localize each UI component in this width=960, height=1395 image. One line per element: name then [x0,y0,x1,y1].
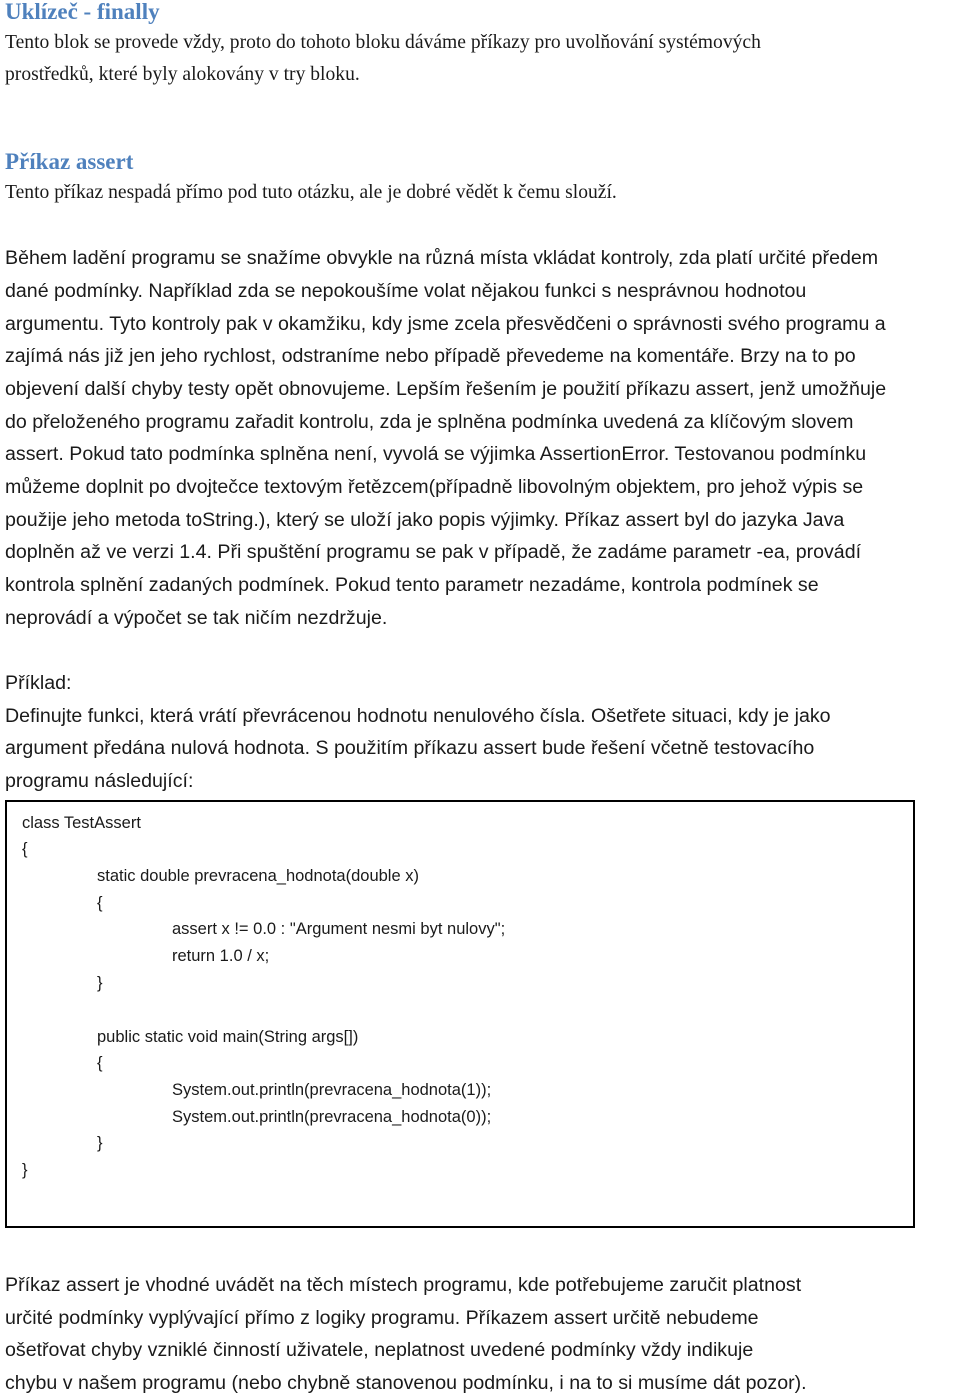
paragraph-line: argument předána nulová hodnota. S použitím příkazu assert bude řešení včetně testovacího [5,737,815,759]
section-heading-finally: Uklízeč - finally [5,0,160,24]
paragraph-line: argumentu. Tyto kontroly pak v okamžiku, kdy jsme zcela přesvědčeni o správnosti svého programu a [5,313,886,335]
paragraph-line: neprovádí a výpočet se tak ničím nezdržuje. [5,607,388,629]
code-line: public static void main(String args[]) [97,1028,359,1046]
paragraph-line: určité podmínky vyplývající přímo z logiky programu. Příkazem assert určitě nebudeme [5,1307,759,1329]
code-line: } [97,974,103,992]
code-line: static double prevracena_hodnota(double x) [97,867,419,885]
code-line: return 1.0 / x; [172,947,270,965]
example-label: Příklad: [5,672,72,694]
code-line: } [97,1134,103,1152]
paragraph-line: použije jeho metoda toString.), který se uloží jako popis výjimky. Příkaz assert byl do jazyka Java [5,509,845,531]
code-line: class TestAssert [22,814,141,832]
paragraph-line: programu následující: [5,770,194,792]
code-line: { [97,1054,103,1072]
paragraph-line: Příkaz assert je vhodné uvádět na těch místech programu, kde potřebujeme zaručit platnost [5,1274,802,1296]
intro-line: Tento příkaz nespadá přímo pod tuto otázku, ale je dobré vědět k čemu slouží. [5,182,617,203]
paragraph-line: kontrola splnění zadaných podmínek. Pokud tento parametr nezadáme, kontrola podmínek se [5,574,819,596]
paragraph-line: Tento blok se provede vždy, proto do tohoto bloku dáváme příkazy pro uvolňování systémových [5,32,761,53]
code-line: } [22,1161,28,1179]
paragraph-line: můžeme doplnit po dvojtečce textovým řetězcem(případně libovolným objektem, pro jehož výpis se [5,476,864,498]
paragraph-line: Během ladění programu se snažíme obvykle na různá místa vkládat kontroly, zda platí určité předem [5,247,879,269]
paragraph-line: doplněn až ve verzi 1.4. Při spuštění programu se pak v případě, že zadáme parametr -ea, provádí [5,541,862,563]
section-heading-assert: Příkaz assert [5,149,134,174]
paragraph-line: zajímá nás již jen jeho rychlost, odstraníme nebo případě převedeme na komentáře. Brzy na to po [5,345,856,367]
paragraph-line: chybu v našem programu (nebo chybně stanovenou podmínku, i na to si musíme dát pozor). [5,1372,807,1394]
paragraph-line: Definujte funkci, která vrátí převrácenou hodnotu nenulového čísla. Ošetřete situaci, kdy je jako [5,705,831,727]
paragraph-line: objevení další chyby testy opět obnovujeme. Lepším řešením je použití příkazu assert, jenž umožňuje [5,378,887,400]
paragraph-line: ošetřovat chyby vzniklé činností uživatele, neplatnost uvedené podmínky vždy indikuje [5,1339,754,1361]
paragraph-line: assert. Pokud tato podmínka splněna není, vyvolá se výjimka AssertionError. Testovanou podmínku [5,443,867,465]
code-line: assert x != 0.0 : "Argument nesmi byt nulovy"; [172,920,506,938]
code-line: { [97,894,103,912]
code-line: { [22,840,28,858]
paragraph-line: prostředků, které byly alokovány v try bloku. [5,64,360,85]
code-line: System.out.println(prevracena_hodnota(1)); [172,1081,492,1099]
code-block [5,800,915,1228]
paragraph-line: do přeloženého programu zařadit kontrolu, zda je splněna podmínka uvedená za klíčovým slovem [5,411,854,433]
code-line: System.out.println(prevracena_hodnota(0)); [172,1108,492,1126]
paragraph-line: dané podmínky. Například zda se nepokoušíme volat nějakou funkci s nesprávnou hodnotou [5,280,807,302]
